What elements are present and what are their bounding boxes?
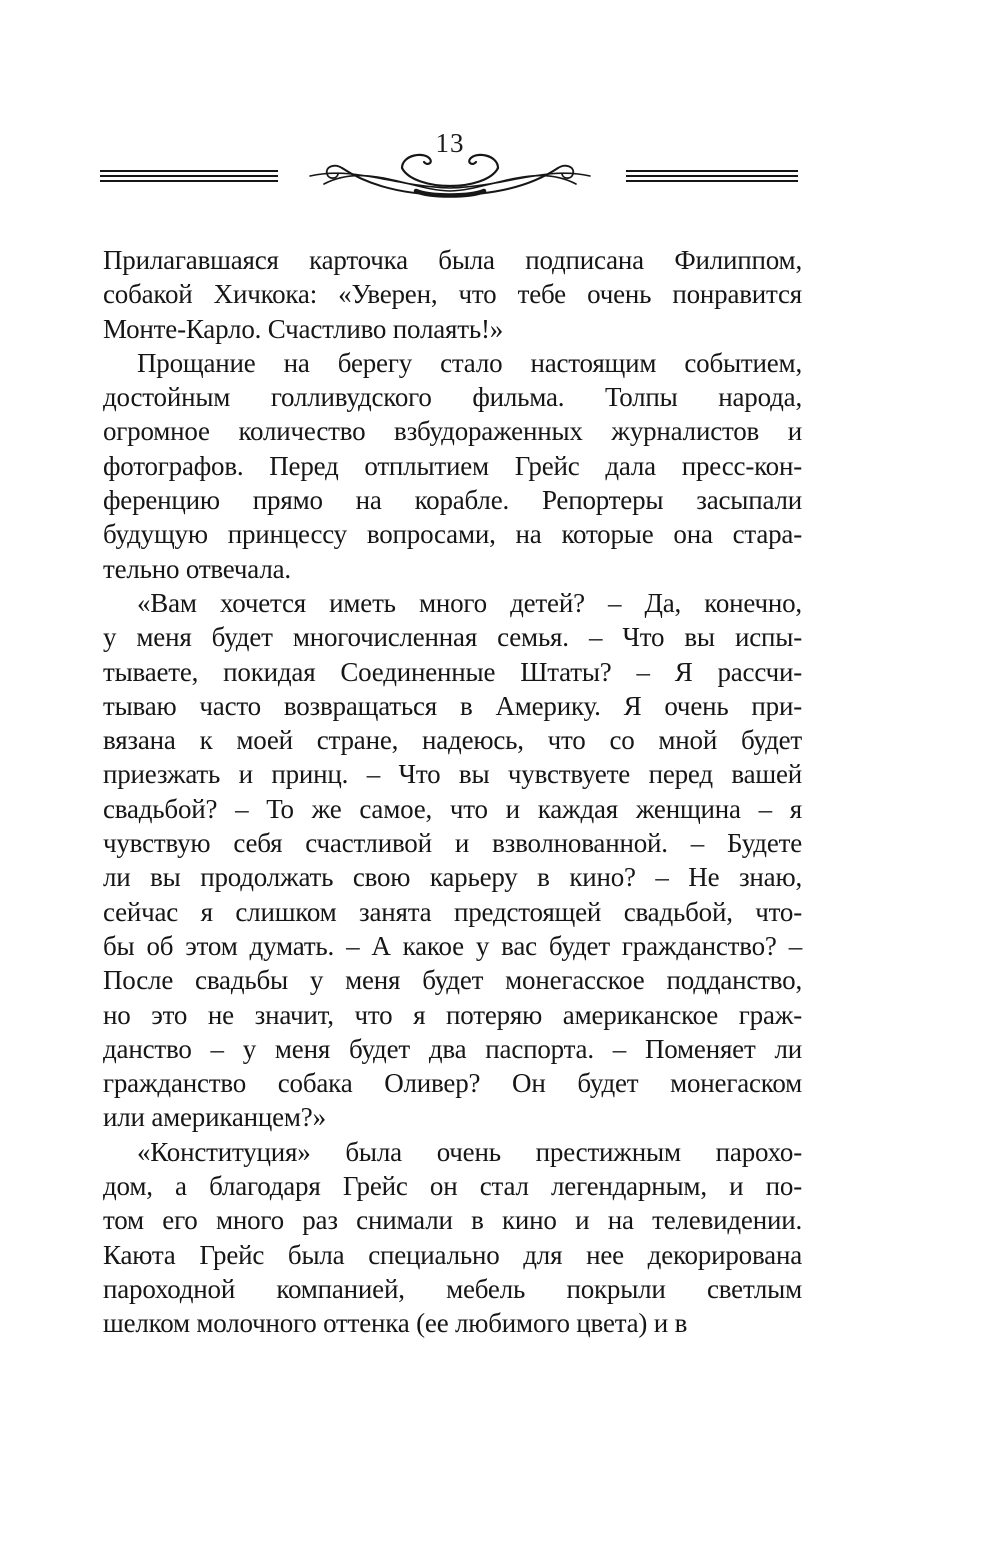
text-line: Прилагавшаяся карточка была подписана Филиппом, <box>103 245 802 275</box>
paragraph <box>103 1135 802 1341</box>
text-line: собакой Хичкока: «Уверен, что тебе очень понравится <box>103 279 802 310</box>
text-line: достойным голливудского фильма. Толпы народа, <box>103 382 802 413</box>
text-line: дом, а благодаря Грейс он стал легендарным, и по- <box>103 1171 802 1202</box>
text-line: бы об этом думать. – А какое у вас будет гражданство? – <box>103 930 802 961</box>
text-line: чувствую себя счастливой и взволнованной. – Будете <box>103 828 802 859</box>
text-line: фотографов. Перед отплытием Грейс дала пресс-кон- <box>103 450 802 481</box>
header-divider <box>100 160 800 208</box>
text-line: тельно отвечала. <box>103 553 291 584</box>
page-header <box>100 128 800 208</box>
text-line: Каюта Грейс была специально для нее декорирована <box>103 1239 802 1270</box>
text-line: том его много раз снимали в кино и на телевидении. <box>103 1205 802 1236</box>
page-number: 13 <box>435 128 465 158</box>
triple-rule-right <box>626 170 798 182</box>
text-line: тываете, покидая Соединенные Штаты? – Я рассчи- <box>103 656 802 687</box>
text-line: После свадьбы у меня будет монегасское подданство, <box>103 965 802 996</box>
text-line: вязана к моей стране, надеюсь, что со мной будет <box>103 725 802 756</box>
text-line: «Конституция» была очень престижным парохо- <box>137 1136 802 1167</box>
text-block <box>103 243 802 1341</box>
text-line: «Вам хочется иметь много детей? – Да, конечно, <box>137 587 802 618</box>
text-line: но это не значит, что я потеряю американское граж- <box>103 999 802 1030</box>
text-line: у меня будет многочисленная семья. – Что вы испы- <box>103 622 802 653</box>
text-line: свадьбой? – То же самое, что и каждая женщина – я <box>103 793 802 824</box>
text-line: гражданство собака Оливер? Он будет монегаском <box>103 1068 802 1099</box>
text-line: будущую принцессу вопросами, на которые она стара- <box>103 519 802 550</box>
text-line: Прощание на берегу стало настоящим событием, <box>137 347 802 378</box>
header-flourish-icon <box>308 150 592 202</box>
text-line: ли вы продолжать свою карьеру в кино? – Не знаю, <box>103 862 802 893</box>
text-line: Монте-Карло. Счастливо полаять!» <box>103 313 504 344</box>
text-line: огромное количество взбудораженных журналистов и <box>103 416 802 447</box>
text-line: приезжать и принц. – Что вы чувствуете перед вашей <box>103 759 802 790</box>
text-line: данство – у меня будет два паспорта. – Поменяет ли <box>103 1033 802 1064</box>
triple-rule-left <box>100 170 278 182</box>
paragraph <box>103 346 802 586</box>
text-line: шелком молочного оттенка (ее любимого цвета) и в <box>103 1308 688 1339</box>
text-line: сейчас я слишком занята предстоящей свадьбой, что- <box>103 896 802 927</box>
text-line: ференцию прямо на корабле. Репортеры засыпали <box>103 485 802 516</box>
text-line: пароходной компанией, мебель покрыли светлым <box>103 1273 802 1304</box>
text-line: тываю часто возвращаться в Америку. Я очень при- <box>103 690 802 721</box>
paragraph <box>103 586 802 1135</box>
text-line: или американцем?» <box>103 1102 326 1133</box>
paragraph <box>103 243 802 346</box>
